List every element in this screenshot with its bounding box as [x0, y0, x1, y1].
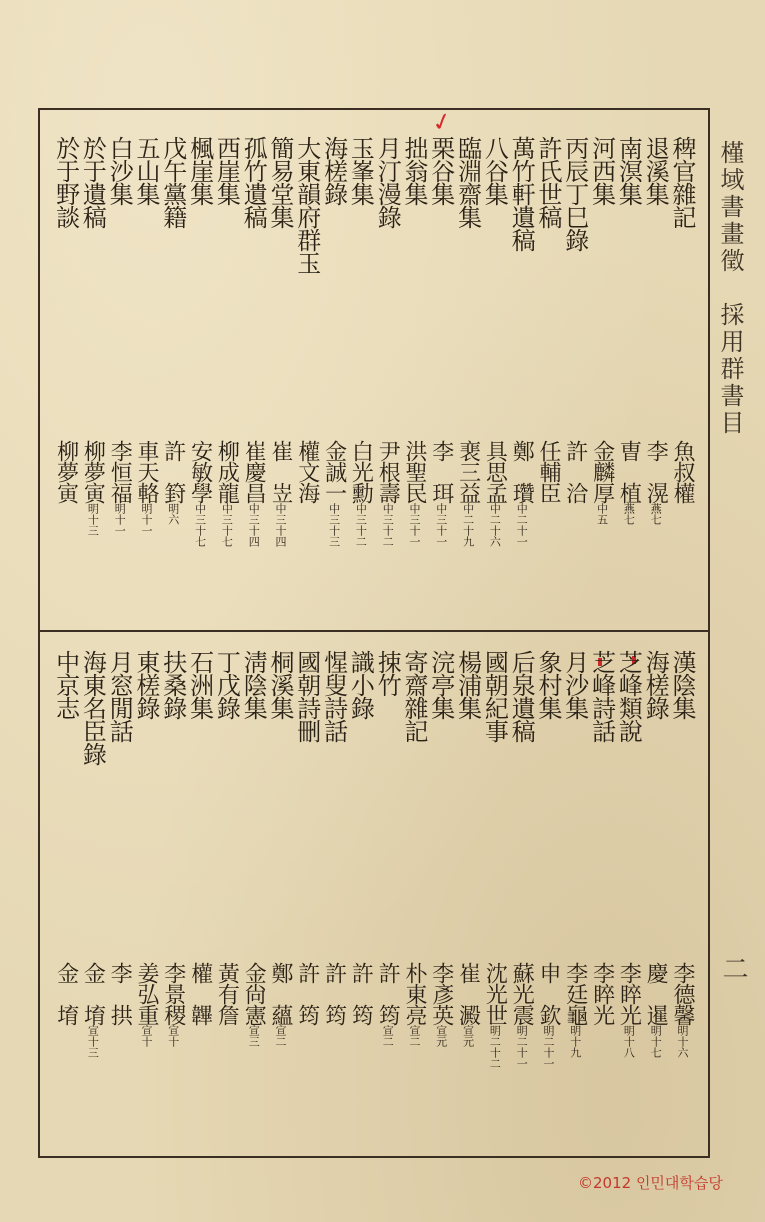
book-title: 中京志 [51, 650, 80, 719]
author-entry [403, 962, 425, 1047]
reign-year: 明二十一 [515, 1025, 529, 1069]
book-title: 識小錄 [346, 650, 375, 719]
book-title: 孤竹遺稿 [239, 136, 268, 228]
book-title: 寄齋雜記 [400, 650, 428, 742]
author-name: 李 滉 [643, 440, 669, 503]
author-name: 李德馨 [670, 962, 695, 1025]
reign-year: 中三十二 [381, 503, 395, 547]
book-title: 浣亭集 [426, 650, 455, 719]
author-name: 安敏學 [187, 440, 213, 503]
reign-year: 燕七 [649, 503, 663, 525]
author-entry [482, 440, 508, 547]
author-entry [616, 962, 642, 1058]
book-title: 楓崖集 [185, 136, 214, 205]
book-title: 漢陰集 [668, 650, 696, 719]
author-name: 權文海 [294, 440, 320, 503]
author-entry [162, 440, 184, 525]
author-name: 金 堉 [53, 962, 79, 1025]
author-entry [55, 962, 77, 1025]
author-name: 朴東亮 [402, 962, 427, 1025]
reign-year: 燕七 [622, 503, 636, 525]
page-number: 二 [718, 955, 748, 981]
reign-year: 宣十三 [86, 1025, 100, 1058]
author-entry [241, 440, 267, 547]
author-entry [135, 962, 157, 1047]
author-name: 許 筠 [375, 962, 401, 1025]
reign-year: 明十三 [86, 503, 100, 536]
section-divider [38, 630, 710, 632]
author-name: 白光勳 [348, 440, 374, 503]
author-name: 洪聖民 [402, 440, 427, 503]
author-name: 李景稷 [160, 962, 186, 1025]
author-entry [643, 440, 669, 525]
reign-year: 中三十三 [327, 503, 341, 547]
author-name: 車天輅 [134, 440, 159, 503]
book-title: 國朝紀事 [480, 650, 509, 742]
book-title: 象村集 [534, 650, 562, 719]
reign-year: 明十一 [140, 503, 153, 536]
author-name: 李 珥 [428, 440, 454, 503]
author-entry [375, 962, 401, 1047]
book-title: 栗谷集 [426, 136, 455, 205]
author-entry [375, 440, 401, 547]
author-name: 沈光世 [482, 962, 508, 1025]
book-title: 八谷集 [480, 136, 509, 205]
book-title: 芝峰詩話 [587, 650, 616, 742]
book-title: 西崖集 [212, 136, 241, 205]
author-name: 曺 植 [616, 440, 642, 503]
reign-year: 宣二 [408, 1025, 421, 1047]
author-name: 李彥英 [428, 962, 454, 1025]
author-entry [403, 440, 425, 547]
book-title: 河西集 [587, 136, 616, 205]
author-entry [189, 440, 211, 547]
author-name: 金 堉 [80, 962, 106, 1025]
book-title: 拙翁集 [400, 136, 428, 205]
author-name: 李睟光 [616, 962, 642, 1025]
author-name: 尹根壽 [375, 440, 401, 503]
reign-year: 宣十 [166, 1025, 180, 1047]
author-name: 崔慶昌 [241, 440, 267, 503]
author-entry [323, 440, 345, 547]
book-title: 扶桑錄 [158, 650, 187, 719]
author-entry [107, 440, 133, 536]
author-entry [323, 962, 345, 1025]
book-title: 戊午黨籍 [158, 136, 187, 228]
reign-year: 明十九 [568, 1025, 582, 1058]
book-title: 南溟集 [614, 136, 643, 205]
red-check-mark: ✓ [428, 105, 456, 139]
reign-year: 明十八 [622, 1025, 636, 1058]
reign-year: 宣十 [140, 1025, 153, 1047]
author-entry [269, 440, 291, 547]
author-name: 鄭 蘊 [268, 962, 293, 1025]
book-title: 國朝詩刪 [292, 650, 321, 742]
reign-year: 中五 [595, 503, 609, 525]
book-title: 於于野談 [51, 136, 80, 228]
author-name: 鄭 瓚 [509, 440, 535, 503]
author-name: 許 篈 [160, 440, 186, 503]
author-entry [296, 440, 318, 503]
reign-year: 中三十七 [220, 503, 234, 547]
book-title: 白沙集 [105, 136, 134, 205]
author-name: 李廷龜 [562, 962, 588, 1025]
book-title: 海東名臣錄 [78, 650, 107, 765]
book-title: 稗官雜記 [668, 136, 696, 228]
author-name: 柳夢寅 [53, 440, 79, 503]
author-name: 金誠一 [321, 440, 347, 503]
reign-year: 中三十七 [193, 503, 207, 547]
reign-year: 明十一 [113, 503, 127, 536]
reign-year: 中三十四 [247, 503, 261, 547]
book-title: 月窓閒話 [105, 650, 134, 742]
author-entry [55, 440, 77, 503]
author-name: 許 筠 [348, 962, 374, 1025]
author-name: 裵三益 [455, 440, 481, 503]
author-name: 姜弘重 [134, 962, 159, 1025]
author-entry [80, 962, 106, 1058]
author-name: 李 拱 [107, 962, 133, 1025]
reign-year: 明十六 [676, 1025, 689, 1058]
book-title: 許氏世稿 [534, 136, 562, 228]
author-entry [643, 962, 669, 1058]
author-name: 許 筠 [294, 962, 320, 1025]
reign-year: 宣二 [381, 1025, 395, 1047]
author-entry [430, 962, 452, 1047]
author-name: 具思孟 [482, 440, 508, 503]
author-entry [509, 962, 535, 1069]
book-title: 東槎錄 [132, 650, 160, 719]
reign-year: 中三十一 [434, 503, 448, 547]
author-name: 柳成龍 [214, 440, 240, 503]
book-title: 於于遺稿 [78, 136, 107, 228]
author-name: 許 筠 [321, 962, 347, 1025]
author-entry [80, 440, 106, 536]
author-name: 黃有詹 [214, 962, 240, 1025]
author-entry [671, 440, 693, 503]
author-name: 崔 岦 [268, 440, 293, 503]
author-entry [296, 962, 318, 1025]
reign-year: 中二十六 [488, 503, 502, 547]
author-entry [241, 962, 267, 1047]
author-entry [162, 962, 184, 1047]
author-entry [135, 440, 157, 536]
author-entry [457, 440, 479, 547]
book-title: 五山集 [132, 136, 160, 205]
author-entry [214, 962, 240, 1025]
book-title: 海槎錄 [319, 136, 348, 205]
author-entry [537, 440, 559, 503]
author-entry [671, 962, 693, 1058]
book-title: 退溪集 [641, 136, 670, 205]
book-title: 玉峯集 [346, 136, 375, 205]
reign-year: 明二十一 [542, 1025, 555, 1069]
reign-year: 中二十一 [515, 503, 529, 547]
reign-year: 中二十九 [461, 503, 475, 547]
page-title: 槿域書畫徵 採用群書目 [716, 140, 744, 437]
author-entry [269, 962, 291, 1047]
book-title: 月汀漫錄 [373, 136, 402, 228]
author-entry [189, 962, 211, 1025]
reign-year: 明十七 [649, 1025, 663, 1058]
author-name: 柳夢寅 [80, 440, 106, 503]
reign-year: 明六 [166, 503, 180, 525]
copyright-text: ©2012 인민대학습당 [578, 1174, 723, 1192]
book-title: 楊浦集 [453, 650, 482, 719]
book-title: 月沙集 [560, 650, 589, 719]
book-title: 石洲集 [185, 650, 214, 719]
author-entry [564, 440, 586, 503]
author-entry [616, 440, 642, 525]
reign-year: 中三十一 [408, 503, 421, 547]
author-entry [430, 440, 452, 547]
author-entry [482, 962, 508, 1069]
author-entry [591, 962, 613, 1025]
author-name: 李恒福 [107, 440, 133, 503]
book-title: 淸陰集 [239, 650, 268, 719]
book-title: 大東韻府群玉 [292, 136, 321, 274]
reign-year: 宣元 [434, 1025, 448, 1047]
book-title: 惺叟詩話 [319, 650, 348, 742]
author-entry [214, 440, 240, 547]
author-name: 蘇光震 [509, 962, 535, 1025]
author-entry [537, 962, 559, 1069]
author-entry [348, 962, 374, 1025]
author-name: 權 韠 [187, 962, 213, 1025]
reign-year: 中三十二 [354, 503, 368, 547]
book-title: 萬竹軒遺稿 [507, 136, 536, 251]
book-title: 捒竹 [373, 650, 402, 696]
author-entry [107, 962, 133, 1025]
author-name: 崔 澱 [455, 962, 481, 1025]
author-entry [509, 440, 535, 547]
author-name: 許 洽 [562, 440, 588, 503]
book-title: 簡易堂集 [266, 136, 294, 228]
reign-year: 中三十四 [274, 503, 287, 547]
reign-year: 宣二 [274, 1025, 287, 1047]
author-name: 任輔臣 [536, 440, 561, 503]
book-title: 芝峰類說 [614, 650, 643, 742]
book-title: 后泉遺稿 [507, 650, 536, 742]
author-name: 金麟厚 [589, 440, 615, 503]
book-title: 海槎錄 [641, 650, 670, 719]
author-name: 金尙憲 [241, 962, 267, 1025]
reign-year: 明二十二 [488, 1025, 502, 1069]
author-entry [591, 440, 613, 525]
author-entry [348, 440, 374, 547]
reign-year: 宣元 [461, 1025, 475, 1047]
author-name: 李睟光 [589, 962, 615, 1025]
book-title: 桐溪集 [266, 650, 294, 719]
book-title: 丁戊錄 [212, 650, 241, 719]
author-entry [457, 962, 479, 1047]
book-title: 丙辰丁巳錄 [560, 136, 589, 251]
book-title: 臨淵齋集 [453, 136, 482, 228]
author-name: 申 欽 [536, 962, 561, 1025]
author-entry [564, 962, 586, 1058]
reign-year: 宣三 [247, 1025, 261, 1047]
author-name: 魚叔權 [670, 440, 695, 503]
author-name: 慶 暹 [643, 962, 669, 1025]
